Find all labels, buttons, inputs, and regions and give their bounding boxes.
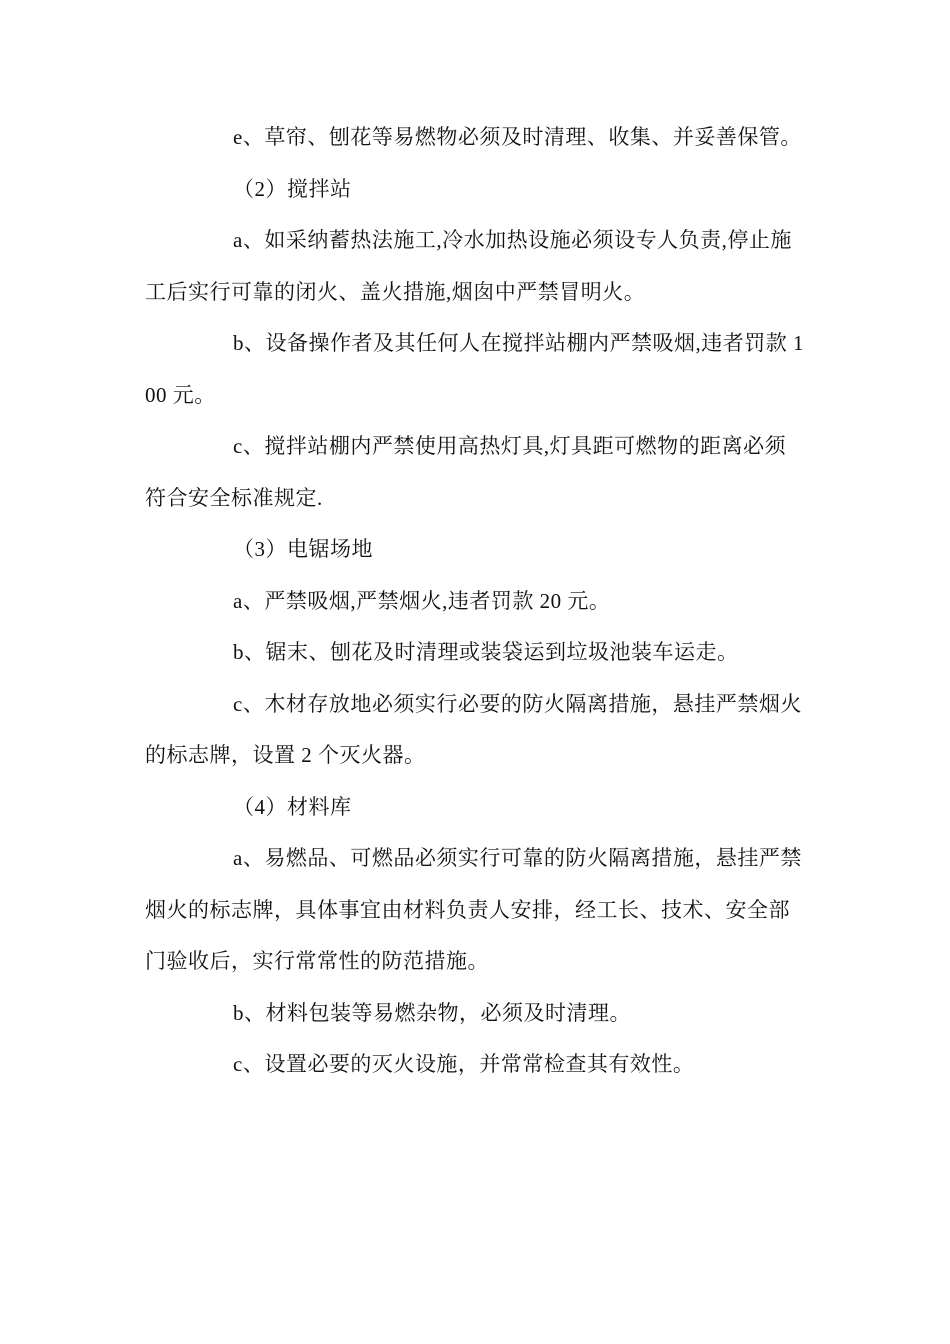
paragraph-item-c-lamps: c、搅拌站棚内严禁使用高热灯具,灯具距可燃物的距离必须符合安全标准规定.: [145, 434, 787, 510]
paragraph-item-b-packaging: b、材料包装等易燃杂物，必须及时清理。: [233, 1000, 631, 1025]
paragraph-item-e-flammables: e、草帘、刨花等易燃物必须及时清理、收集、并妥善保管。: [233, 125, 802, 149]
section-heading-mixing-station: （2）搅拌站: [233, 176, 352, 201]
section-heading-material-store: （4）材料库: [233, 794, 352, 819]
paragraph-item-a-no-fire: a、严禁吸烟,严禁烟火,违者罚款 20 元。: [233, 588, 611, 613]
paragraph-item-a-heating: a、如采纳蓄热法施工,冷水加热设施必须设专人负责,停止施工后实行可靠的闭火、盖火措施,烟囱中严禁冒明火。: [145, 228, 792, 304]
section-heading-saw-area: （3）电锯场地: [233, 537, 373, 561]
paragraph-item-c-extinguishers: c、设置必要的灭火设施，并常常检查其有效性。: [233, 1052, 695, 1076]
paragraph-item-b-sawdust: b、锯末、刨花及时清理或装袋运到垃圾池装车运走。: [233, 640, 739, 664]
paragraph-item-b-no-smoking: b、设备操作者及其任何人在搅拌站棚内严禁吸烟,违者罚款 100 元。: [145, 331, 804, 407]
paragraph-item-c-timber-storage: c、木材存放地必须实行必要的防火隔离措施，悬挂严禁烟火的标志牌，设置 2 个灭火器。: [145, 691, 802, 767]
paragraph-item-a-fire-isolation: a、易燃品、可燃品必须实行可靠的防火隔离措施，悬挂严禁烟火的标志牌，具体事宜由材料负责人安排，经工长、技术、安全部门验收后，实行常常性的防范措施。: [145, 846, 802, 973]
document-body: [145, 112, 805, 1091]
